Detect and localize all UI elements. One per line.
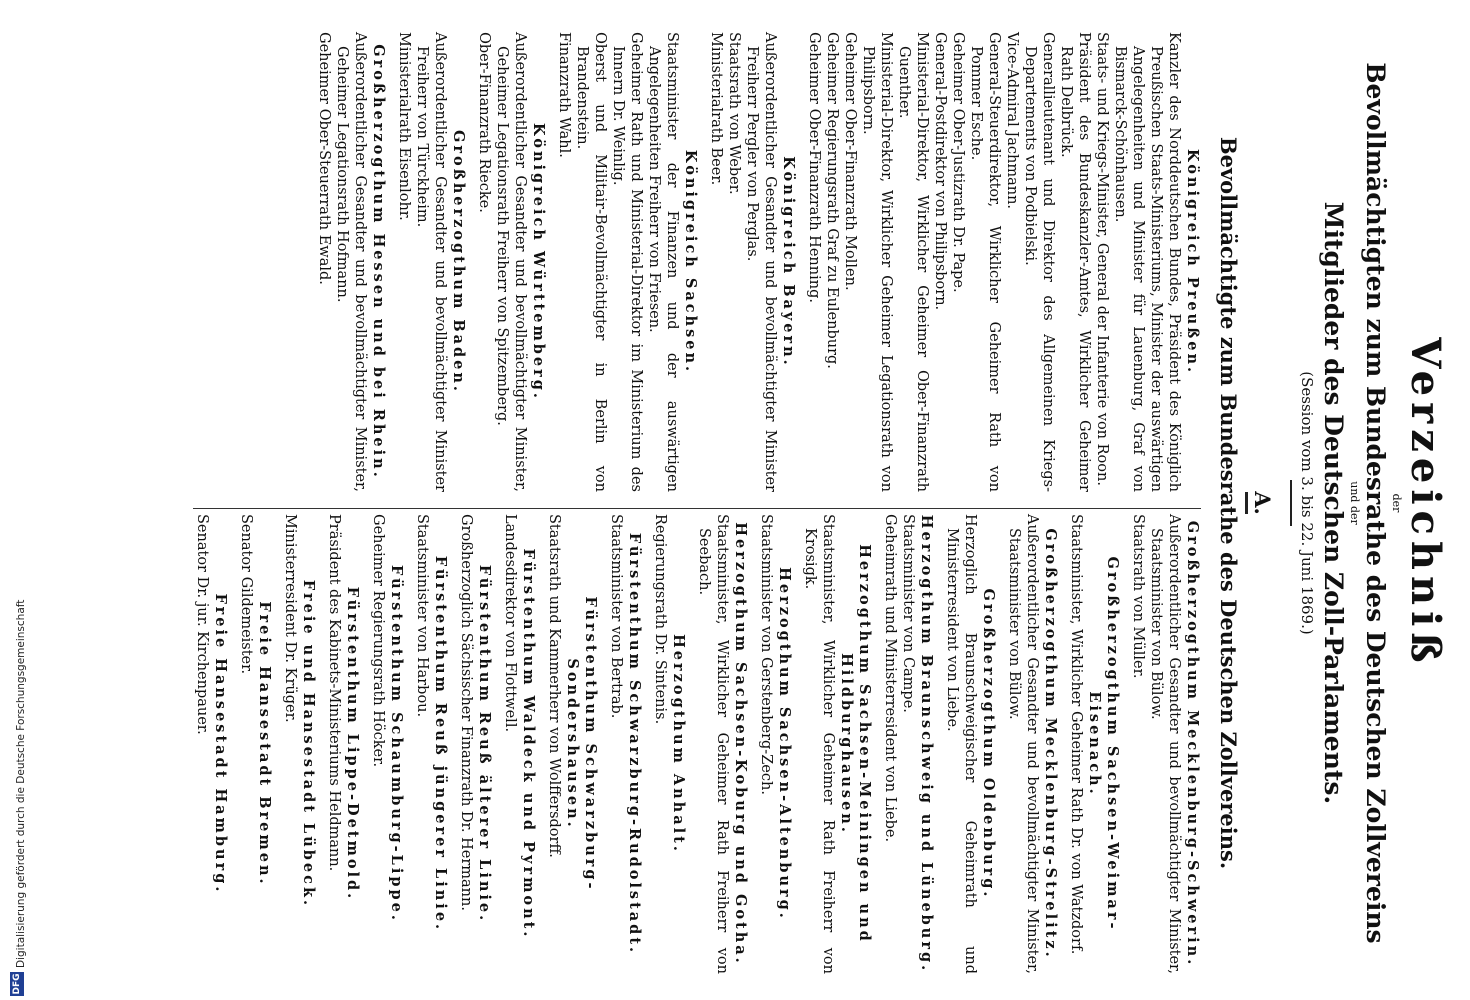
subtitle-line-1: Bevollmächtigten zum Bundesrathe des Deutschen Zollvereins	[1361, 62, 1390, 944]
document-header	[1215, 32, 1448, 974]
member-entry: Staatsminister von Campe.	[900, 514, 916, 713]
state-heading: Großherzogthum Oldenburg.	[980, 588, 997, 900]
state-heading: Königreich Württemberg.	[530, 123, 547, 401]
scanner-credit-text: Digitalisierung gefördert durch die Deutsche Forschungsgemeinschaft	[15, 599, 27, 968]
member-entry: Außerordentlicher Gesandter und bevollmächtigter Minister, Staatsminister von Bülow.	[1148, 514, 1182, 974]
state-heading: Großherzogthum Mecklenburg-Schwerin.	[1184, 520, 1201, 968]
member-entry: Herzoglich Braunschweigischer Geheimrath und Ministerresident von Liebe.	[944, 514, 978, 974]
title-connector: der	[1390, 493, 1403, 513]
member-entry: Staatsminister, Wirklicher Geheimer Rath Dr. von Watzdorf.	[1068, 514, 1084, 955]
state-heading: Königreich Sachsen.	[682, 149, 699, 375]
member-entry: Staatsminister, Wirklicher Geheimer Rath Freiherr von Seebach.	[696, 514, 730, 974]
member-entry: Ministerialrath Eisenlohr.	[396, 32, 412, 221]
member-entry: Ministerial-Direktor, Wirklicher Geheimer Ober-Finanzrath Guenther.	[896, 32, 930, 492]
member-entry: Geheimer Ober-Finanzrath Mollen.	[842, 32, 858, 291]
section-letter: A.	[1250, 491, 1275, 515]
member-entry: Staatsminister von Harbou.	[414, 514, 430, 718]
member-entry: Staatsminister, Wirklicher Geheimer Rath Freiherr von Krosigk.	[802, 514, 836, 974]
member-entry: Geheimer Ober-Steuerrath Ewald.	[316, 32, 332, 285]
right-column	[193, 514, 1201, 974]
state-heading: Großherzogthum Baden.	[450, 130, 467, 394]
state-heading: Herzogthum Anhalt.	[670, 634, 687, 854]
state-heading: Herzogthum Sachsen-Altenburg.	[776, 567, 793, 921]
subtitle-line-2: Mitglieder des Deutschen Zoll-Parlaments.	[1319, 201, 1348, 805]
member-columns	[193, 32, 1201, 974]
state-heading: Fürstenthum Schaumburg-Lippe.	[388, 565, 405, 923]
member-entry: Staatsminister von Bertrab.	[608, 514, 624, 719]
member-entry: Geheimer Ober-Finanzrath Henning.	[806, 32, 822, 303]
section-divider	[1245, 492, 1248, 514]
member-entry: General-Postdirektor von Philipsborn.	[932, 32, 948, 311]
member-entry: Staatsrath von Weber.	[726, 32, 742, 195]
left-column	[193, 32, 1201, 492]
member-entry: Regierungsrath Dr. Sintenis.	[652, 514, 668, 725]
state-heading: Fürstenthum Schwarzburg-Sondershausen.	[564, 596, 599, 892]
member-entry: Ministerial-Direktor, Wirklicher Geheimer Legationsrath von Philipsborn.	[860, 32, 894, 492]
state-heading: Fürstenthum Lippe-Detmold.	[344, 586, 361, 902]
member-entry: Außerordentlicher Gesandter und bevollmächtigter Minister, Geheimer Legationsrath Freiherr von Spitzemberg.	[494, 32, 528, 492]
column-divider	[193, 508, 1201, 509]
member-entry: General-Steuerdirektor, Wirklicher Geheimer Rath von Pommer Esche.	[968, 32, 1002, 492]
member-entry: Staatsrath und Kammerherr von Wolffersdorff.	[546, 514, 562, 858]
member-entry: Kanzler des Norddeutschen Bundes, Präsident des Königlich Preußischen Staats-Ministeriums, Minister der auswärtigen Angelegenheiten und Minister für Lauenburg, Graf von Bismarck-Schönhausen.	[1112, 32, 1182, 492]
state-heading: Königreich Preußen.	[1184, 148, 1201, 376]
state-heading: Großherzogthum Mecklenburg-Strelitz.	[1042, 528, 1059, 960]
state-heading: Herzogthum Sachsen-Meiningen und Hildburghausen.	[838, 544, 873, 944]
state-heading: Herzogthum Sachsen-Koburg und Gotha.	[732, 522, 749, 966]
member-entry: Oberst und Militair-Bevollmächtigter in Berlin von Brandenstein.	[574, 32, 608, 492]
state-heading: Königreich Bayern.	[780, 156, 797, 368]
member-entry: Staatsrath von Müller.	[1130, 514, 1146, 679]
state-heading: Freie Hansestadt Hamburg.	[212, 593, 229, 895]
member-entry: Geheimer Rath und Ministerial-Direktor im Ministerium des Innern Dr. Weinlig.	[610, 32, 644, 492]
state-heading: Fürstenthum Waldeck und Pyrmont.	[520, 548, 537, 940]
subtitle-connector: und der	[1348, 481, 1361, 525]
member-entry: Präsident des Bundeskanzler-Amtes, Wirklicher Geheimer Rath Delbrück.	[1058, 32, 1092, 492]
scanner-credit	[9, 0, 29, 1000]
member-entry: Geheimrath und Ministerresident von Liebe.	[882, 514, 898, 843]
member-entry: Außerordentlicher Gesandter und bevollmächtigter Minister Freiherr Pergler von Perglas.	[744, 32, 778, 492]
member-entry: Geheimer Ober-Justizrath Dr. Pape.	[950, 32, 966, 293]
member-entry: Landesdirektor von Flottwell.	[502, 514, 518, 733]
state-heading: Herzogthum Braunschweig und Lüneburg.	[918, 514, 935, 974]
member-entry: Außerordentlicher Gesandter und bevollmächtigter Minister Freiherr von Türckheim.	[414, 32, 448, 492]
member-entry: Geheimer Regierungsrath Höcker.	[370, 514, 386, 768]
state-heading: Freie und Hansestadt Lübeck.	[300, 579, 317, 909]
state-heading: Großherzogthum Hessen und bei Rhein.	[370, 44, 387, 480]
member-entry: Präsident des Kabinets-Ministeriums Heldmann.	[326, 514, 342, 872]
state-heading: Fürstenthum Reuß jüngerer Linie.	[432, 555, 449, 933]
member-entry: Staats- und Kriegs-Minister, General der Infanterie von Roon.	[1094, 32, 1110, 486]
member-entry: Senator Dr. jur. Kirchenpauer.	[194, 514, 210, 735]
member-entry: Senator Gildemeister.	[238, 514, 254, 675]
member-entry: Ober-Finanzrath Riecke.	[476, 32, 492, 213]
member-entry: Vice-Admiral Jachmann.	[1004, 32, 1020, 210]
member-entry: Großherzoglich Sächsischer Finanzrath Dr. Hermann.	[458, 514, 474, 911]
state-heading: Freie Hansestadt Bremen.	[256, 601, 273, 887]
dfg-logo: DFG	[12, 973, 22, 995]
member-entry: Außerordentlicher Gesandter und bevollmächtigter Minister, Staatsminister von Bülow.	[1006, 514, 1040, 974]
member-entry: Staatsminister der Finanzen und der auswärtigen Angelegenheiten Freiherr von Friesen.	[646, 32, 680, 492]
member-entry: Außerordentlicher Gesandter und bevollmächtigter Minister, Geheimer Legationsrath Hofmann.	[334, 32, 368, 492]
member-entry: Finanzrath Wahl.	[556, 32, 572, 158]
header-divider	[1290, 480, 1292, 526]
state-heading: Fürstenthum Reuß älterer Linie.	[476, 564, 493, 924]
state-heading: Großherzogthum Sachsen-Weimar-Eisenach.	[1086, 556, 1121, 932]
member-entry: Staatsminister von Gerstenberg-Zech.	[758, 514, 774, 795]
member-entry: Generallieutenant und Direktor des Allgemeinen Kriegs-Departements von Podbielski.	[1022, 32, 1056, 492]
member-entry: Ministerialrath Beer.	[708, 32, 724, 186]
member-entry: Geheimer Regierungsrath Graf zu Eulenburg.	[824, 32, 840, 369]
member-entry: Ministerresident Dr. Krüger.	[282, 514, 298, 723]
state-heading: Fürstenthum Schwarzburg-Rudolstadt.	[626, 532, 643, 956]
document-title: Verzeichniß	[1402, 337, 1449, 669]
session-dates: (Session vom 3. bis 22. Juni 1869.)	[1298, 371, 1316, 635]
section-heading: Bevollmächtigte zum Bundesrathe des Deutschen Zollvereins.	[1216, 136, 1241, 870]
